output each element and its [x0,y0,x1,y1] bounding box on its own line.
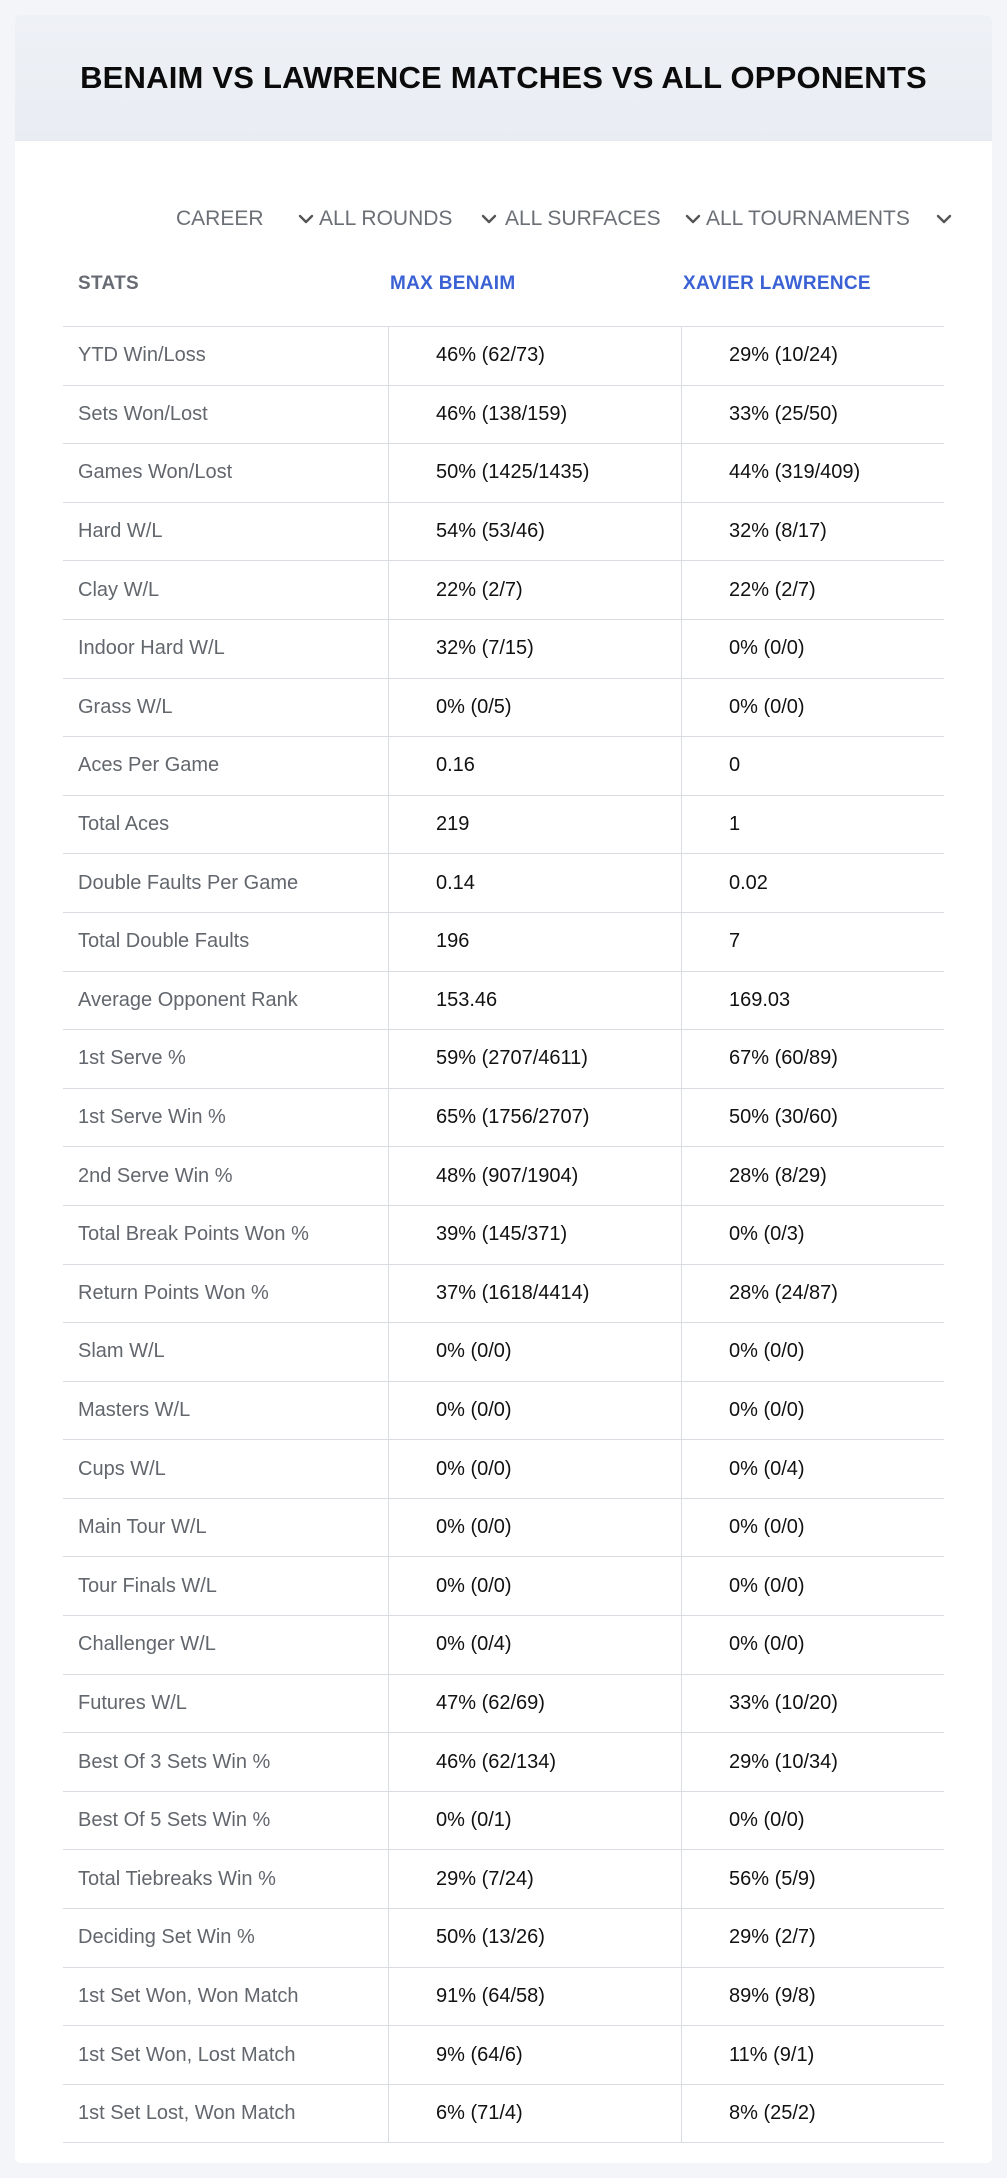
player1-value: 50% (1425/1435) [388,444,681,502]
player2-value: 1 [681,796,944,854]
stat-label: Best Of 5 Sets Win % [78,1809,271,1832]
table-header [63,251,944,327]
stat-label: Tour Finals W/L [78,1574,217,1597]
stat-label: Indoor Hard W/L [78,637,225,660]
player1-value: 46% (62/134) [388,1733,681,1791]
stats-card [15,15,992,2163]
card-header [15,15,992,141]
table-row [63,1382,944,1441]
table-row [63,1850,944,1909]
player2-value: 0% (0/3) [681,1206,944,1264]
player2-value: 28% (8/29) [681,1147,944,1205]
player2-value: 0% (0/0) [681,1323,944,1381]
player1-value: 196 [388,913,681,971]
table-row [63,1733,944,1792]
player1-value: 0% (0/4) [388,1616,681,1674]
player2-value: 0% (0/0) [681,1557,944,1615]
player2-value: 32% (8/17) [681,503,944,561]
stat-label: Main Tour W/L [78,1516,207,1539]
table-row [63,972,944,1031]
table-row [63,1675,944,1734]
player1-value: 46% (62/73) [388,327,681,385]
filter-label: ALL TOURNAMENTS [706,207,910,230]
page-title: BENAIM VS LAWRENCE MATCHES VS ALL OPPONENTS [80,59,927,95]
player1-value: 0% (0/0) [388,1440,681,1498]
table-row [63,503,944,562]
stat-label: Futures W/L [78,1691,187,1714]
player1-value: 54% (53/46) [388,503,681,561]
player2-value: 0% (0/0) [681,679,944,737]
stat-label: Average Opponent Rank [78,988,298,1011]
stat-label: Slam W/L [78,1340,165,1363]
column-header-stats: STATS [78,273,139,294]
filter-career-dropdown[interactable] [176,187,316,251]
table-row [63,1265,944,1324]
table-row [63,1030,944,1089]
player1-value: 46% (138/159) [388,386,681,444]
stat-label: Cups W/L [78,1457,166,1480]
stat-label: Total Tiebreaks Win % [78,1867,276,1890]
player2-value: 56% (5/9) [681,1850,944,1908]
chevron-down-icon [683,209,703,229]
player2-value: 0 [681,737,944,795]
table-row [63,1440,944,1499]
stats-table [63,251,944,2143]
player2-value: 28% (24/87) [681,1265,944,1323]
player1-value: 0.14 [388,854,681,912]
filter-label: ALL SURFACES [505,207,661,230]
player1-value: 48% (907/1904) [388,1147,681,1205]
table-row [63,1089,944,1148]
player2-value: 0% (0/4) [681,1440,944,1498]
table-row [63,444,944,503]
filter-surfaces-dropdown[interactable] [505,187,703,251]
player1-value: 29% (7/24) [388,1850,681,1908]
table-row [63,1499,944,1558]
player1-value: 9% (64/6) [388,2026,681,2084]
stat-label: 1st Serve Win % [78,1106,226,1129]
player2-value: 0% (0/0) [681,1792,944,1850]
stat-label: Best Of 3 Sets Win % [78,1750,271,1773]
stat-label: 1st Serve % [78,1047,186,1070]
player2-value: 22% (2/7) [681,561,944,619]
table-row [63,386,944,445]
stat-label: Games Won/Lost [78,461,233,484]
player2-value: 8% (25/2) [681,2085,944,2143]
player1-value: 50% (13/26) [388,1909,681,1967]
filter-rounds-dropdown[interactable] [319,187,499,251]
player2-value: 11% (9/1) [681,2026,944,2084]
stat-label: 1st Set Won, Lost Match [78,2043,296,2066]
stat-label: Masters W/L [78,1398,191,1421]
player2-value: 0% (0/0) [681,1382,944,1440]
player1-value: 59% (2707/4611) [388,1030,681,1088]
stat-label: Hard W/L [78,520,163,543]
player2-value: 0% (0/0) [681,620,944,678]
filter-tournaments-dropdown[interactable] [706,187,956,251]
table-row [63,1616,944,1675]
table-row [63,1557,944,1616]
player1-value: 153.46 [388,972,681,1030]
table-row [63,737,944,796]
player1-value: 37% (1618/4414) [388,1265,681,1323]
player2-value: 29% (2/7) [681,1909,944,1967]
stat-label: Double Faults Per Game [78,871,299,894]
stat-label: Return Points Won % [78,1281,269,1304]
player2-value: 29% (10/34) [681,1733,944,1791]
column-header-player1[interactable]: MAX BENAIM [390,273,516,294]
player1-value: 91% (64/58) [388,1968,681,2026]
player2-value: 0.02 [681,854,944,912]
stat-label: Deciding Set Win % [78,1926,255,1949]
table-body [63,327,944,2143]
stat-label: Total Double Faults [78,930,250,953]
player1-value: 0% (0/5) [388,679,681,737]
table-row [63,913,944,972]
stat-label: Grass W/L [78,695,173,718]
player1-value: 0% (0/0) [388,1323,681,1381]
table-row [63,1206,944,1265]
player2-value: 0% (0/0) [681,1499,944,1557]
chevron-down-icon [296,209,316,229]
player1-value: 0% (0/1) [388,1792,681,1850]
filter-bar [15,187,992,251]
player1-value: 0% (0/0) [388,1557,681,1615]
table-row [63,1147,944,1206]
player2-value: 67% (60/89) [681,1030,944,1088]
table-row [63,1968,944,2027]
table-row [63,1909,944,1968]
player1-value: 47% (62/69) [388,1675,681,1733]
stat-label: 1st Set Won, Won Match [78,1984,299,2007]
table-row [63,561,944,620]
player2-value: 33% (25/50) [681,386,944,444]
table-row [63,2026,944,2085]
player2-value: 50% (30/60) [681,1089,944,1147]
table-row [63,796,944,855]
table-row [63,1323,944,1382]
table-row [63,1792,944,1851]
player1-value: 0% (0/0) [388,1499,681,1557]
player2-value: 33% (10/20) [681,1675,944,1733]
player1-value: 32% (7/15) [388,620,681,678]
column-header-player2[interactable]: XAVIER LAWRENCE [683,273,871,294]
player2-value: 7 [681,913,944,971]
stat-label: Total Break Points Won % [78,1223,309,1246]
stat-label: Aces Per Game [78,754,220,777]
player2-value: 0% (0/0) [681,1616,944,1674]
player1-value: 219 [388,796,681,854]
player1-value: 65% (1756/2707) [388,1089,681,1147]
player2-value: 169.03 [681,972,944,1030]
chevron-down-icon [479,209,499,229]
player1-value: 22% (2/7) [388,561,681,619]
player1-value: 39% (145/371) [388,1206,681,1264]
table-row [63,679,944,738]
stat-label: YTD Win/Loss [78,344,206,367]
stat-label: Challenger W/L [78,1633,216,1656]
filter-label: CAREER [176,207,264,230]
player1-value: 0.16 [388,737,681,795]
filter-label: ALL ROUNDS [319,207,453,230]
player2-value: 89% (9/8) [681,1968,944,2026]
stat-label: Sets Won/Lost [78,402,208,425]
player1-value: 6% (71/4) [388,2085,681,2143]
chevron-down-icon [934,209,954,229]
table-row [63,327,944,386]
stat-label: Total Aces [78,813,170,836]
table-row [63,620,944,679]
player2-value: 29% (10/24) [681,327,944,385]
player1-value: 0% (0/0) [388,1382,681,1440]
stat-label: 2nd Serve Win % [78,1164,233,1187]
stat-label: 1st Set Lost, Won Match [78,2102,296,2125]
player2-value: 44% (319/409) [681,444,944,502]
table-row [63,2085,944,2144]
stat-label: Clay W/L [78,578,160,601]
table-row [63,854,944,913]
